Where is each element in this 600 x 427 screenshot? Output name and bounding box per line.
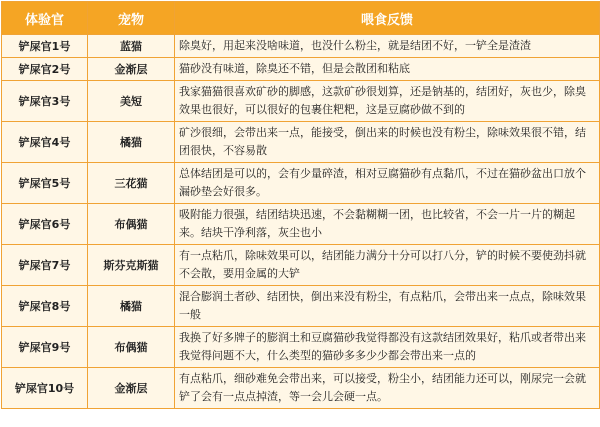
tester-cell: 铲屎官8号 [2, 286, 88, 327]
table-row [2, 81, 600, 122]
pet-cell: 布偶猫 [88, 327, 175, 368]
feedback-cell: 我换了好多牌子的膨润土和豆腐猫砂我觉得都没有这款结团效果好，粘爪或者带出来我觉得问题不大，什么类型的猫砂多多少少都会带出来一点的 [175, 327, 600, 368]
table-row [2, 368, 600, 409]
feedback-cell: 猫砂没有味道，除臭还不错，但是会散团和粘底 [175, 58, 600, 81]
feedback-cell: 吸附能力很强，结团结块迅速，不会黏糊糊一团，也比较省，不会一片一片的糊起来。结块干净利落，灰尘也小 [175, 204, 600, 245]
table-row [2, 35, 600, 58]
tester-cell: 铲屎官1号 [2, 35, 88, 58]
table-row [2, 122, 600, 163]
feedback-table [1, 1, 600, 409]
pet-cell: 橘猫 [88, 122, 175, 163]
feedback-cell: 我家猫猫很喜欢矿砂的脚感，这款矿砂很划算，还是钠基的，结团好，灰也少，除臭效果也很好，可以很好的包裹住粑粑，这是豆腐砂做不到的 [175, 81, 600, 122]
tester-cell: 铲屎官7号 [2, 245, 88, 286]
feedback-cell: 矿沙很细，会带出来一点，能接受，倒出来的时候也没有粉尘，除味效果很不错，结团很快，不容易散 [175, 122, 600, 163]
header-tester: 体验官 [2, 2, 88, 35]
header-pet: 宠物 [88, 2, 175, 35]
tester-cell: 铲屎官5号 [2, 163, 88, 204]
feedback-cell: 有点粘爪，细砂难免会带出来，可以接受，粉尘小，结团能力还可以，刚尿完一会就铲了会有一点点掉渣，等一会儿会硬一点。 [175, 368, 600, 409]
table-row [2, 245, 600, 286]
tester-cell: 铲屎官6号 [2, 204, 88, 245]
table-row [2, 163, 600, 204]
table-row [2, 327, 600, 368]
tester-cell: 铲屎官10号 [2, 368, 88, 409]
feedback-cell: 总体结团是可以的，会有少量碎渣，相对豆腐猫砂有点黏爪，不过在猫砂盆出口放个漏砂垫会好很多。 [175, 163, 600, 204]
pet-cell: 橘猫 [88, 286, 175, 327]
feedback-cell: 有一点粘爪，除味效果可以，结团能力满分十分可以打八分，铲的时候不要使劲抖就不会散，要用金属的大铲 [175, 245, 600, 286]
pet-cell: 金渐层 [88, 368, 175, 409]
feedback-table-container [1, 1, 599, 425]
feedback-cell: 混合膨润土者砂、结团快，倒出来没有粉尘，有点粘爪，会带出来一点点，除味效果一般 [175, 286, 600, 327]
table-row [2, 204, 600, 245]
feedback-cell: 除臭好，用起来没啥味道，也没什么粉尘，就是结团不好，一铲全是渣渣 [175, 35, 600, 58]
tester-cell: 铲屎官2号 [2, 58, 88, 81]
pet-cell: 斯芬克斯猫 [88, 245, 175, 286]
table-row [2, 286, 600, 327]
table-header-row [2, 2, 600, 35]
pet-cell: 蓝猫 [88, 35, 175, 58]
table-row [2, 58, 600, 81]
pet-cell: 布偶猫 [88, 204, 175, 245]
tester-cell: 铲屎官9号 [2, 327, 88, 368]
pet-cell: 金渐层 [88, 58, 175, 81]
header-feedback: 喂食反馈 [175, 2, 600, 35]
tester-cell: 铲屎官3号 [2, 81, 88, 122]
tester-cell: 铲屎官4号 [2, 122, 88, 163]
pet-cell: 美短 [88, 81, 175, 122]
pet-cell: 三花猫 [88, 163, 175, 204]
